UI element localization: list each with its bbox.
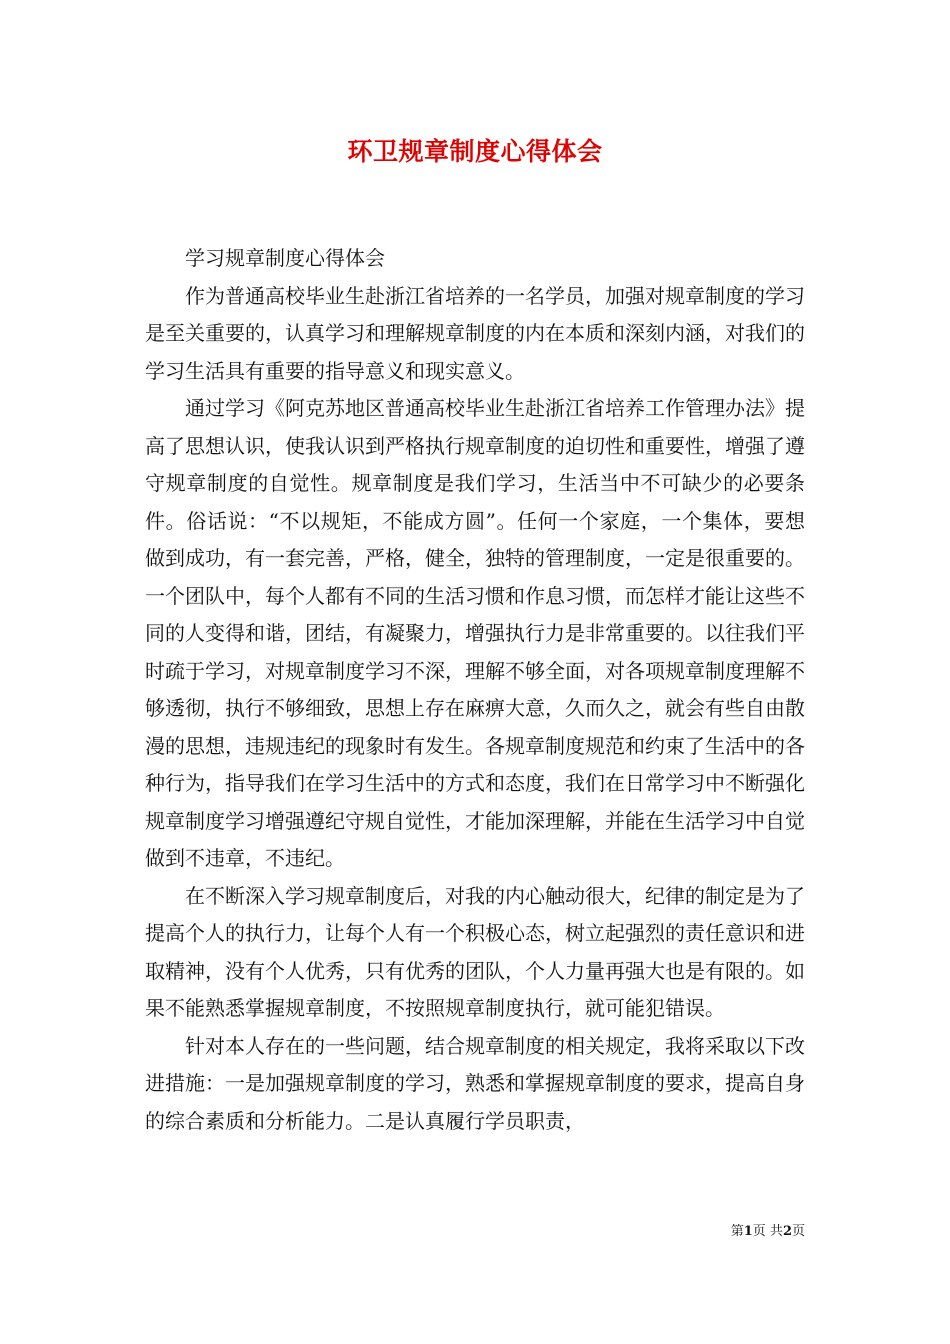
footer-total-pages: 2 (782, 1224, 792, 1239)
footer-middle: 页 共 (752, 1224, 783, 1239)
paragraph-4: 针对本人存在的一些问题，结合规章制度的相关规定，我将采取以下改进措施：一是加强规章制度的学习，熟悉和掌握规章制度的要求，提高自身的综合素质和分析能力。二是认真履行学员职责， (145, 1033, 805, 1133)
document-subtitle: 学习规章制度心得体会 (185, 246, 385, 270)
footer-current-page: 1 (743, 1224, 753, 1239)
paragraph-1: 作为普通高校毕业生赴浙江省培养的一名学员，加强对规章制度的学习是至关重要的，认真学习和理解规章制度的内在本质和深刻内涵，对我们的学习生活具有重要的指导意义和现实意义。 (145, 283, 805, 383)
paragraph-2: 通过学习《阿克苏地区普通高校毕业生赴浙江省培养工作管理办法》提高了思想认识，使我认识到严格执行规章制度的迫切性和重要性，增强了遵守规章制度的自觉性。规章制度是我们学习，生活当中不可缺少的必要条件。俗话说：“不以规矩，不能成方圆”。任何一个家庭，一个集体，要想做到成功，有一套完善，严格，健全，独特的管理制度，一定是很重要的。一个团队中，每个人都有不同的生活习惯和作息习惯，而怎样才能让这些不同的人变得和谐，团结，有凝聚力，增强执行力是非常重要的。以往我们平时疏于学习，对规章制度学习不深，理解不够全面，对各项规章制度理解不够透彻，执行不够细致，思想上存在麻痹大意，久而久之，就会有些自由散漫的思想，违规违纪的现象时有发生。各规章制度规范和约束了生活中的各种行为，指导我们在学习生活中的方式和态度，我们在日常学习中不断强化规章制度学习增强遵纪守规自觉性，才能加深理解，并能在生活学习中自觉做到不违章，不违纪。 (145, 396, 805, 870)
paragraph-3: 在不断深入学习规章制度后，对我的内心触动很大，纪律的制定是为了提高个人的执行力，让每个人有一个积极心态，树立起强烈的责任意识和进取精神，没有个人优秀，只有优秀的团队，个人力量再强大也是有限的。如果不能熟悉掌握规章制度，不按照规章制度执行，就可能犯错误。 (145, 883, 805, 1020)
document-title: 环卫规章制度心得体会 (347, 137, 603, 166)
document-body (145, 240, 805, 1140)
page-number-footer (731, 1220, 805, 1239)
footer-prefix: 第 (730, 1224, 744, 1239)
footer-suffix: 页 (791, 1224, 805, 1239)
